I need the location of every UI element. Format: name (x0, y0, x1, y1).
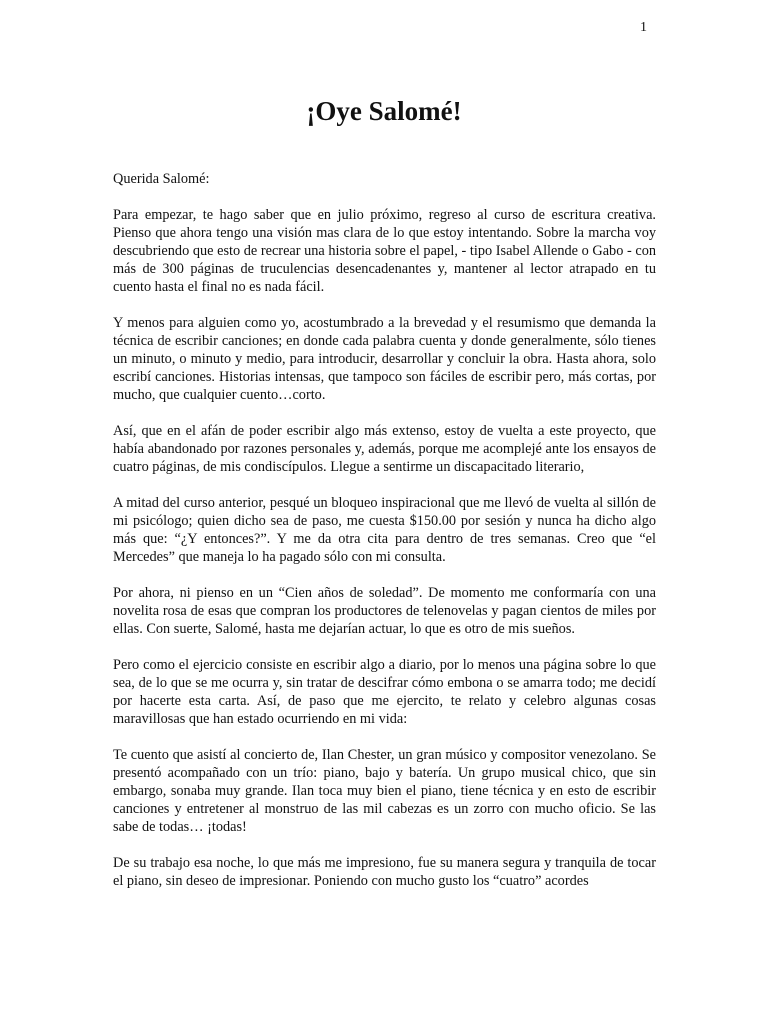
document-title: ¡Oye Salomé! (306, 96, 462, 126)
paragraph: Para empezar, te hago saber que en julio próximo, regreso al curso de escritura creativa. Pienso que ahora tengo una visión mas clara de lo que estoy intentando. Sobre la marcha voy descubriendo que esto de recrear una historia sobre el papel, - tipo Isabel Allende o Gabo - con más de 300 páginas de truculencias desencadenantes y, mantener al lector atrapado en tu cuento hasta el final no es nada fácil. (113, 207, 656, 295)
letter-body (113, 170, 656, 908)
paragraph: Te cuento que asistí al concierto de, Ilan Chester, un gran músico y compositor venezolano. Se presentó acompañado con un trío: piano, bajo y batería. Un grupo musical chico, que sin embargo, sonaba muy grande. Ilan toca muy bien el piano, tiene técnica y en esto de escribir canciones y entretener al monstruo de las mil cabezas es un zorro con mucho oficio. Se las sabe de todas… ¡todas! (113, 747, 656, 835)
paragraph: Y menos para alguien como yo, acostumbrado a la brevedad y el resumismo que demanda la técnica de escribir canciones; en donde cada palabra cuenta y donde generalmente, sólo tienes un minuto, o minuto y medio, para introducir, desarrollar y concluir la obra. Hasta ahora, solo escribí canciones. Historias intensas, que tampoco son fáciles de escribir pero, más cortas, por mucho, que cualquier cuento…corto. (113, 315, 656, 403)
paragraph: A mitad del curso anterior, pesqué un bloqueo inspiracional que me llevó de vuelta al sillón de mi psicólogo; quien dicho sea de paso, me cuesta $150.00 por sesión y nunca ha dicho algo más que: “¿Y entonces?”. Y me da otra cita para dentro de tres semanas. Creo que “el Mercedes” que maneja lo ha pagado sólo con mi consulta. (113, 495, 656, 565)
paragraph: Por ahora, ni pienso en un “Cien años de soledad”. De momento me conformaría con una novelita rosa de esas que compran los productores de telenovelas y pagan cientos de miles por ellas. Con suerte, Salomé, hasta me dejarían actuar, lo que es otro de mis sueños. (113, 585, 656, 637)
paragraph: Pero como el ejercicio consiste en escribir algo a diario, por lo menos una página sobre lo que sea, de lo que se me ocurra y, sin tratar de descifrar cómo embona o se amarra todo; me decidí por hacerte esta carta. Así, de paso que me ejercito, te relato y celebro algunas cosas maravillosas que han estado ocurriendo en mi vida: (113, 657, 656, 727)
paragraph: Así, que en el afán de poder escribir algo más extenso, estoy de vuelta a este proyecto, que había abandonado por razones personales y, además, porque me acomplejé ante los ensayos de cuatro páginas, de mis condiscípulos. Llegue a sentirme un discapacitado literario, (113, 423, 656, 475)
paragraph: De su trabajo esa noche, lo que más me impresiono, fue su manera segura y tranquila de tocar el piano, sin deseo de impresionar. Poniendo con mucho gusto los “cuatro” acordes (113, 855, 656, 889)
page-number: 1 (640, 20, 647, 35)
salutation: Querida Salomé: (113, 171, 210, 187)
